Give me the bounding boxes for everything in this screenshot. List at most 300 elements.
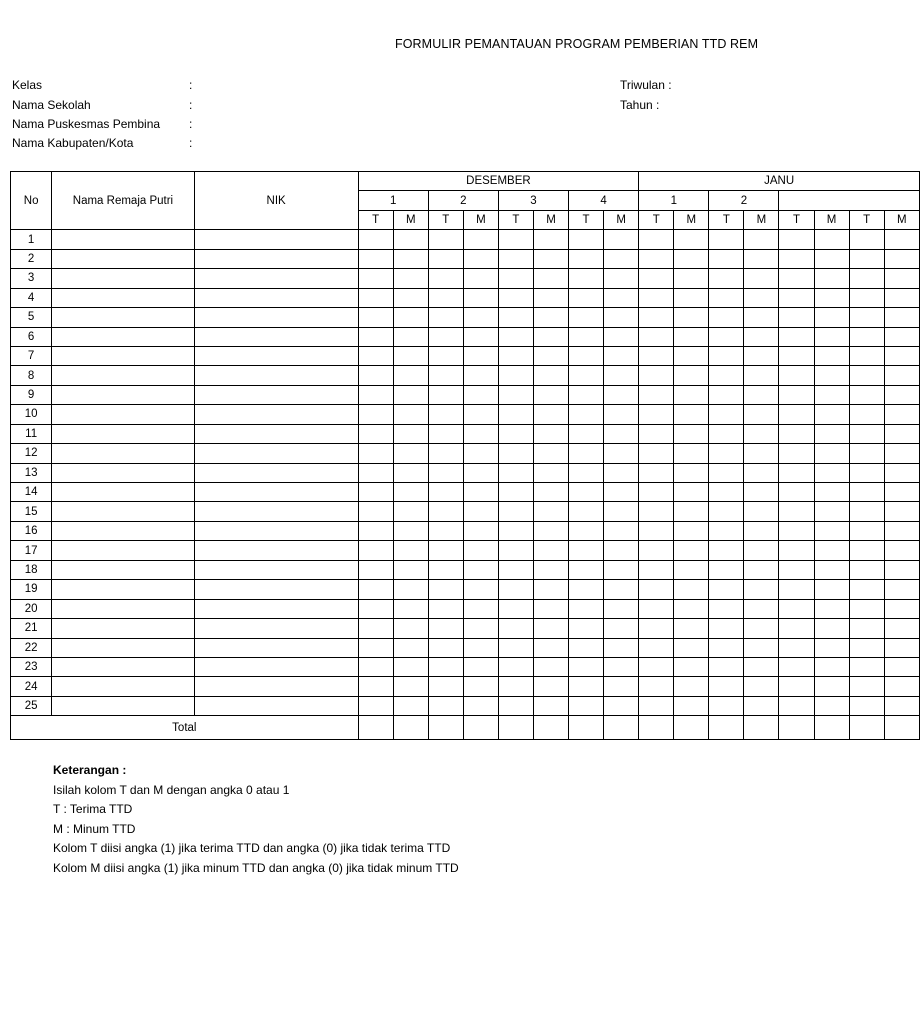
total-cell[interactable] [498, 716, 533, 740]
tm-cell[interactable] [604, 502, 639, 521]
nik-cell[interactable] [194, 405, 358, 424]
tm-cell[interactable] [569, 288, 604, 307]
tm-cell[interactable] [498, 366, 533, 385]
tm-cell[interactable] [709, 677, 744, 696]
tm-cell[interactable] [358, 269, 393, 288]
tm-cell[interactable] [393, 385, 428, 404]
tm-cell[interactable] [428, 308, 463, 327]
tm-cell[interactable] [533, 521, 568, 540]
tm-cell[interactable] [709, 521, 744, 540]
tm-cell[interactable] [428, 521, 463, 540]
tm-cell[interactable] [428, 288, 463, 307]
tm-cell[interactable] [393, 249, 428, 268]
tm-cell[interactable] [393, 619, 428, 638]
tm-cell[interactable] [814, 366, 849, 385]
tm-cell[interactable] [463, 385, 498, 404]
tm-cell[interactable] [814, 327, 849, 346]
tm-cell[interactable] [779, 541, 814, 560]
tm-cell[interactable] [428, 463, 463, 482]
total-cell[interactable] [884, 716, 919, 740]
tm-cell[interactable] [569, 483, 604, 502]
name-cell[interactable] [52, 502, 194, 521]
tm-cell[interactable] [533, 657, 568, 676]
name-cell[interactable] [52, 696, 194, 715]
tm-cell[interactable] [498, 677, 533, 696]
tm-cell[interactable] [604, 580, 639, 599]
tm-cell[interactable] [358, 657, 393, 676]
nik-cell[interactable] [194, 249, 358, 268]
tm-cell[interactable] [744, 657, 779, 676]
tm-cell[interactable] [884, 405, 919, 424]
tm-cell[interactable] [604, 424, 639, 443]
tm-cell[interactable] [639, 385, 674, 404]
tm-cell[interactable] [884, 521, 919, 540]
tm-cell[interactable] [428, 638, 463, 657]
tm-cell[interactable] [884, 288, 919, 307]
tm-cell[interactable] [849, 696, 884, 715]
tm-cell[interactable] [393, 405, 428, 424]
name-cell[interactable] [52, 308, 194, 327]
tm-cell[interactable] [533, 580, 568, 599]
tm-cell[interactable] [569, 424, 604, 443]
tm-cell[interactable] [604, 638, 639, 657]
tm-cell[interactable] [744, 444, 779, 463]
tm-cell[interactable] [709, 288, 744, 307]
tm-cell[interactable] [639, 541, 674, 560]
tm-cell[interactable] [533, 269, 568, 288]
tm-cell[interactable] [358, 502, 393, 521]
tm-cell[interactable] [814, 677, 849, 696]
tm-cell[interactable] [674, 502, 709, 521]
tm-cell[interactable] [569, 560, 604, 579]
tm-cell[interactable] [639, 424, 674, 443]
tm-cell[interactable] [779, 269, 814, 288]
nik-cell[interactable] [194, 463, 358, 482]
name-cell[interactable] [52, 657, 194, 676]
tm-cell[interactable] [533, 346, 568, 365]
tm-cell[interactable] [709, 269, 744, 288]
tm-cell[interactable] [358, 560, 393, 579]
tm-cell[interactable] [358, 638, 393, 657]
tm-cell[interactable] [498, 308, 533, 327]
tm-cell[interactable] [428, 619, 463, 638]
name-cell[interactable] [52, 483, 194, 502]
name-cell[interactable] [52, 249, 194, 268]
tm-cell[interactable] [779, 346, 814, 365]
tm-cell[interactable] [814, 541, 849, 560]
tm-cell[interactable] [779, 657, 814, 676]
tm-cell[interactable] [498, 619, 533, 638]
tm-cell[interactable] [674, 366, 709, 385]
tm-cell[interactable] [569, 230, 604, 249]
name-cell[interactable] [52, 405, 194, 424]
tm-cell[interactable] [779, 249, 814, 268]
tm-cell[interactable] [884, 580, 919, 599]
tm-cell[interactable] [393, 696, 428, 715]
tm-cell[interactable] [498, 463, 533, 482]
name-cell[interactable] [52, 366, 194, 385]
tm-cell[interactable] [674, 696, 709, 715]
tm-cell[interactable] [533, 249, 568, 268]
tm-cell[interactable] [709, 308, 744, 327]
tm-cell[interactable] [463, 327, 498, 346]
tm-cell[interactable] [814, 599, 849, 618]
tm-cell[interactable] [849, 230, 884, 249]
tm-cell[interactable] [709, 463, 744, 482]
tm-cell[interactable] [814, 385, 849, 404]
tm-cell[interactable] [674, 269, 709, 288]
tm-cell[interactable] [674, 638, 709, 657]
name-cell[interactable] [52, 424, 194, 443]
tm-cell[interactable] [498, 657, 533, 676]
tm-cell[interactable] [814, 638, 849, 657]
tm-cell[interactable] [569, 541, 604, 560]
tm-cell[interactable] [639, 288, 674, 307]
tm-cell[interactable] [884, 230, 919, 249]
tm-cell[interactable] [533, 424, 568, 443]
tm-cell[interactable] [709, 560, 744, 579]
tm-cell[interactable] [779, 696, 814, 715]
tm-cell[interactable] [849, 677, 884, 696]
tm-cell[interactable] [498, 483, 533, 502]
total-cell[interactable] [393, 716, 428, 740]
tm-cell[interactable] [463, 366, 498, 385]
nik-cell[interactable] [194, 385, 358, 404]
tm-cell[interactable] [884, 463, 919, 482]
tm-cell[interactable] [569, 249, 604, 268]
tm-cell[interactable] [779, 502, 814, 521]
tm-cell[interactable] [849, 405, 884, 424]
tm-cell[interactable] [744, 560, 779, 579]
tm-cell[interactable] [463, 657, 498, 676]
tm-cell[interactable] [463, 619, 498, 638]
tm-cell[interactable] [463, 463, 498, 482]
tm-cell[interactable] [779, 424, 814, 443]
tm-cell[interactable] [428, 541, 463, 560]
tm-cell[interactable] [709, 483, 744, 502]
total-cell[interactable] [358, 716, 393, 740]
tm-cell[interactable] [604, 619, 639, 638]
tm-cell[interactable] [814, 288, 849, 307]
nik-cell[interactable] [194, 366, 358, 385]
tm-cell[interactable] [498, 599, 533, 618]
tm-cell[interactable] [604, 541, 639, 560]
tm-cell[interactable] [639, 346, 674, 365]
nik-cell[interactable] [194, 444, 358, 463]
tm-cell[interactable] [569, 619, 604, 638]
tm-cell[interactable] [393, 346, 428, 365]
tm-cell[interactable] [744, 405, 779, 424]
tm-cell[interactable] [358, 327, 393, 346]
tm-cell[interactable] [498, 580, 533, 599]
tm-cell[interactable] [428, 405, 463, 424]
total-cell[interactable] [533, 716, 568, 740]
tm-cell[interactable] [533, 638, 568, 657]
tm-cell[interactable] [604, 405, 639, 424]
tm-cell[interactable] [463, 677, 498, 696]
tm-cell[interactable] [569, 463, 604, 482]
tm-cell[interactable] [779, 599, 814, 618]
nik-cell[interactable] [194, 308, 358, 327]
tm-cell[interactable] [393, 424, 428, 443]
total-cell[interactable] [569, 716, 604, 740]
total-cell[interactable] [674, 716, 709, 740]
tm-cell[interactable] [569, 269, 604, 288]
name-cell[interactable] [52, 638, 194, 657]
tm-cell[interactable] [674, 560, 709, 579]
tm-cell[interactable] [709, 444, 744, 463]
tm-cell[interactable] [533, 502, 568, 521]
tm-cell[interactable] [604, 308, 639, 327]
tm-cell[interactable] [604, 230, 639, 249]
tm-cell[interactable] [393, 308, 428, 327]
tm-cell[interactable] [639, 502, 674, 521]
tm-cell[interactable] [533, 405, 568, 424]
tm-cell[interactable] [604, 249, 639, 268]
total-cell[interactable] [814, 716, 849, 740]
tm-cell[interactable] [744, 463, 779, 482]
tm-cell[interactable] [779, 677, 814, 696]
name-cell[interactable] [52, 560, 194, 579]
tm-cell[interactable] [849, 249, 884, 268]
tm-cell[interactable] [428, 327, 463, 346]
tm-cell[interactable] [779, 580, 814, 599]
tm-cell[interactable] [814, 269, 849, 288]
tm-cell[interactable] [884, 366, 919, 385]
tm-cell[interactable] [884, 444, 919, 463]
tm-cell[interactable] [674, 580, 709, 599]
tm-cell[interactable] [463, 599, 498, 618]
tm-cell[interactable] [814, 696, 849, 715]
tm-cell[interactable] [639, 560, 674, 579]
tm-cell[interactable] [779, 405, 814, 424]
name-cell[interactable] [52, 230, 194, 249]
tm-cell[interactable] [709, 638, 744, 657]
tm-cell[interactable] [814, 424, 849, 443]
tm-cell[interactable] [463, 502, 498, 521]
tm-cell[interactable] [569, 366, 604, 385]
name-cell[interactable] [52, 619, 194, 638]
tm-cell[interactable] [709, 541, 744, 560]
tm-cell[interactable] [393, 502, 428, 521]
tm-cell[interactable] [884, 638, 919, 657]
nik-cell[interactable] [194, 424, 358, 443]
tm-cell[interactable] [849, 308, 884, 327]
total-cell[interactable] [604, 716, 639, 740]
nik-cell[interactable] [194, 657, 358, 676]
tm-cell[interactable] [393, 444, 428, 463]
tm-cell[interactable] [674, 483, 709, 502]
tm-cell[interactable] [463, 580, 498, 599]
tm-cell[interactable] [849, 638, 884, 657]
tm-cell[interactable] [639, 677, 674, 696]
tm-cell[interactable] [393, 327, 428, 346]
tm-cell[interactable] [358, 288, 393, 307]
tm-cell[interactable] [709, 657, 744, 676]
tm-cell[interactable] [639, 657, 674, 676]
tm-cell[interactable] [849, 385, 884, 404]
tm-cell[interactable] [498, 638, 533, 657]
nik-cell[interactable] [194, 560, 358, 579]
tm-cell[interactable] [498, 346, 533, 365]
tm-cell[interactable] [463, 696, 498, 715]
tm-cell[interactable] [463, 424, 498, 443]
tm-cell[interactable] [814, 619, 849, 638]
tm-cell[interactable] [674, 230, 709, 249]
tm-cell[interactable] [569, 444, 604, 463]
name-cell[interactable] [52, 269, 194, 288]
tm-cell[interactable] [358, 696, 393, 715]
tm-cell[interactable] [709, 424, 744, 443]
nik-cell[interactable] [194, 502, 358, 521]
nik-cell[interactable] [194, 327, 358, 346]
name-cell[interactable] [52, 385, 194, 404]
tm-cell[interactable] [604, 521, 639, 540]
tm-cell[interactable] [428, 346, 463, 365]
tm-cell[interactable] [744, 249, 779, 268]
tm-cell[interactable] [533, 541, 568, 560]
nik-cell[interactable] [194, 230, 358, 249]
tm-cell[interactable] [428, 269, 463, 288]
tm-cell[interactable] [639, 444, 674, 463]
nik-cell[interactable] [194, 288, 358, 307]
tm-cell[interactable] [674, 444, 709, 463]
tm-cell[interactable] [639, 521, 674, 540]
tm-cell[interactable] [814, 657, 849, 676]
tm-cell[interactable] [393, 677, 428, 696]
nik-cell[interactable] [194, 483, 358, 502]
tm-cell[interactable] [884, 696, 919, 715]
tm-cell[interactable] [814, 521, 849, 540]
tm-cell[interactable] [744, 502, 779, 521]
nik-cell[interactable] [194, 677, 358, 696]
nik-cell[interactable] [194, 346, 358, 365]
tm-cell[interactable] [849, 288, 884, 307]
tm-cell[interactable] [463, 541, 498, 560]
tm-cell[interactable] [849, 346, 884, 365]
tm-cell[interactable] [744, 327, 779, 346]
total-cell[interactable] [428, 716, 463, 740]
tm-cell[interactable] [884, 249, 919, 268]
total-cell[interactable] [639, 716, 674, 740]
tm-cell[interactable] [569, 599, 604, 618]
tm-cell[interactable] [604, 677, 639, 696]
tm-cell[interactable] [533, 599, 568, 618]
tm-cell[interactable] [463, 483, 498, 502]
tm-cell[interactable] [498, 560, 533, 579]
tm-cell[interactable] [463, 405, 498, 424]
tm-cell[interactable] [884, 483, 919, 502]
tm-cell[interactable] [744, 288, 779, 307]
tm-cell[interactable] [814, 580, 849, 599]
tm-cell[interactable] [498, 521, 533, 540]
tm-cell[interactable] [358, 308, 393, 327]
tm-cell[interactable] [814, 560, 849, 579]
tm-cell[interactable] [744, 308, 779, 327]
tm-cell[interactable] [604, 483, 639, 502]
tm-cell[interactable] [814, 230, 849, 249]
name-cell[interactable] [52, 346, 194, 365]
tm-cell[interactable] [463, 288, 498, 307]
tm-cell[interactable] [604, 366, 639, 385]
tm-cell[interactable] [428, 424, 463, 443]
nik-cell[interactable] [194, 269, 358, 288]
tm-cell[interactable] [393, 269, 428, 288]
tm-cell[interactable] [709, 327, 744, 346]
tm-cell[interactable] [709, 230, 744, 249]
tm-cell[interactable] [709, 366, 744, 385]
tm-cell[interactable] [604, 269, 639, 288]
tm-cell[interactable] [744, 483, 779, 502]
tm-cell[interactable] [639, 638, 674, 657]
tm-cell[interactable] [674, 385, 709, 404]
tm-cell[interactable] [358, 483, 393, 502]
tm-cell[interactable] [849, 483, 884, 502]
tm-cell[interactable] [744, 366, 779, 385]
tm-cell[interactable] [463, 521, 498, 540]
tm-cell[interactable] [498, 249, 533, 268]
tm-cell[interactable] [533, 483, 568, 502]
tm-cell[interactable] [358, 463, 393, 482]
tm-cell[interactable] [569, 385, 604, 404]
tm-cell[interactable] [744, 619, 779, 638]
tm-cell[interactable] [498, 288, 533, 307]
tm-cell[interactable] [498, 405, 533, 424]
nik-cell[interactable] [194, 599, 358, 618]
tm-cell[interactable] [463, 346, 498, 365]
tm-cell[interactable] [358, 580, 393, 599]
tm-cell[interactable] [639, 366, 674, 385]
tm-cell[interactable] [884, 385, 919, 404]
tm-cell[interactable] [533, 619, 568, 638]
tm-cell[interactable] [779, 308, 814, 327]
tm-cell[interactable] [569, 502, 604, 521]
total-cell[interactable] [709, 716, 744, 740]
tm-cell[interactable] [674, 405, 709, 424]
tm-cell[interactable] [744, 696, 779, 715]
tm-cell[interactable] [709, 599, 744, 618]
tm-cell[interactable] [639, 249, 674, 268]
tm-cell[interactable] [393, 541, 428, 560]
tm-cell[interactable] [358, 405, 393, 424]
tm-cell[interactable] [498, 541, 533, 560]
tm-cell[interactable] [358, 346, 393, 365]
tm-cell[interactable] [674, 327, 709, 346]
nik-cell[interactable] [194, 619, 358, 638]
tm-cell[interactable] [674, 346, 709, 365]
tm-cell[interactable] [569, 521, 604, 540]
tm-cell[interactable] [393, 599, 428, 618]
tm-cell[interactable] [393, 657, 428, 676]
tm-cell[interactable] [604, 599, 639, 618]
tm-cell[interactable] [533, 696, 568, 715]
tm-cell[interactable] [358, 366, 393, 385]
tm-cell[interactable] [428, 580, 463, 599]
tm-cell[interactable] [428, 444, 463, 463]
total-cell[interactable] [744, 716, 779, 740]
tm-cell[interactable] [884, 424, 919, 443]
tm-cell[interactable] [533, 385, 568, 404]
tm-cell[interactable] [393, 483, 428, 502]
tm-cell[interactable] [744, 346, 779, 365]
tm-cell[interactable] [498, 444, 533, 463]
tm-cell[interactable] [428, 366, 463, 385]
tm-cell[interactable] [709, 502, 744, 521]
tm-cell[interactable] [709, 619, 744, 638]
tm-cell[interactable] [744, 638, 779, 657]
tm-cell[interactable] [849, 657, 884, 676]
tm-cell[interactable] [463, 308, 498, 327]
